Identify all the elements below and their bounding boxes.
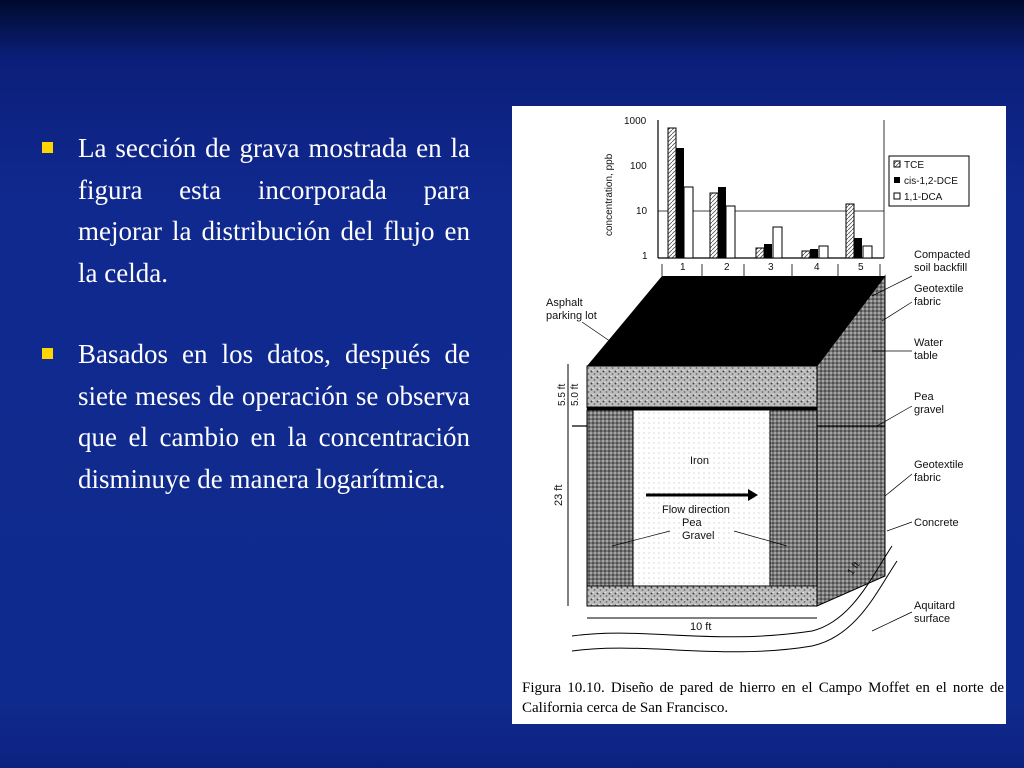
label-fabric-1: fabric — [914, 296, 941, 308]
label-fabric-2: fabric — [914, 472, 941, 484]
figure-panel — [512, 106, 1006, 724]
label-gravel: gravel — [914, 404, 944, 416]
bullet-text-1: La sección de grava mostrada en la figura esta incorporada para mejorar la distribución del flujo en la celda. — [78, 133, 470, 288]
bullet-text-2: Basados en los datos, después de siete meses de operación se observa que el cambio en la concentración disminuye de manera logarítmica. — [78, 339, 470, 494]
bar-g5-tce — [846, 204, 854, 258]
bar-g2-dca — [726, 206, 735, 258]
legend-dce: cis-1,2-DCE — [904, 176, 958, 187]
label-pea-inner: Pea — [682, 517, 702, 529]
label-asphalt: Asphalt — [546, 297, 583, 309]
legend-swatch-dce — [894, 177, 900, 183]
iron-wall-block — [546, 249, 970, 652]
label-aquitard: Aquitard — [914, 600, 955, 612]
category-4: 4 — [814, 262, 820, 273]
label-compacted: Compacted — [914, 249, 971, 261]
category-5: 5 — [858, 262, 864, 273]
bar-g2-tce — [710, 193, 718, 258]
bar-g3-dce — [764, 244, 772, 258]
dim-23ft: 23 ft — [553, 484, 565, 506]
legend-tce: TCE — [904, 160, 924, 171]
backfill-layer — [587, 366, 817, 408]
asphalt-leader — [582, 322, 617, 346]
label-soil-backfill: soil backfill — [914, 262, 968, 274]
label-pea: Pea — [914, 391, 934, 403]
dim-5-5ft: 5.5 ft — [557, 383, 568, 406]
label-table: table — [914, 350, 938, 362]
bar-g1-dce — [676, 148, 684, 258]
bar-g4-dce — [810, 249, 818, 258]
label-flow-direction: Flow direction — [662, 504, 730, 516]
ytick-1000: 1000 — [624, 116, 647, 127]
bar-g5-dca — [863, 246, 872, 258]
bar-g5-dce — [854, 238, 862, 258]
label-water: Water — [914, 337, 943, 349]
iron-wall-diagram — [512, 106, 1006, 676]
ytick-100: 100 — [630, 161, 647, 172]
bar-g3-dca — [773, 227, 782, 258]
label-geotextile-2: Geotextile — [914, 459, 964, 471]
chart-ylabel: concentration, ppb — [604, 153, 615, 236]
bar-g1-tce — [668, 128, 676, 258]
ytick-10: 10 — [636, 206, 648, 217]
bullet-item-1 — [42, 128, 470, 294]
bullet-square-icon — [42, 142, 53, 153]
pea-gravel-right — [770, 410, 817, 586]
figure-caption: Figura 10.10. Diseño de pared de hierro en el Campo Moffet en el norte de California cerca de San Francisco. — [522, 680, 1004, 716]
dim-10ft: 10 ft — [690, 621, 712, 633]
bullet-item-2 — [42, 334, 470, 500]
category-1: 1 — [680, 262, 686, 273]
concrete-base — [587, 586, 817, 606]
bar-g1-dca — [684, 187, 693, 258]
bullet-square-icon — [42, 348, 53, 359]
label-geotextile-1: Geotextile — [914, 283, 964, 295]
legend-dca: 1,1-DCA — [904, 192, 943, 203]
label-parking-lot: parking lot — [546, 310, 597, 322]
pea-gravel-left — [587, 410, 633, 586]
bar-g3-tce — [756, 248, 764, 258]
label-iron: Iron — [690, 455, 709, 467]
category-2: 2 — [724, 262, 730, 273]
bar-g4-dca — [819, 246, 828, 258]
bar-g4-tce — [802, 251, 810, 258]
category-3: 3 — [768, 262, 774, 273]
bar-g2-dce — [718, 187, 726, 258]
dim-1ft: 1 ft — [845, 560, 863, 578]
label-concrete: Concrete — [914, 517, 959, 529]
legend-swatch-tce — [894, 161, 900, 167]
dim-5-0ft: 5.0 ft — [570, 383, 581, 406]
bullet-list — [42, 128, 470, 540]
legend-swatch-dca — [894, 193, 900, 199]
label-surface: surface — [914, 613, 951, 625]
ytick-1: 1 — [642, 251, 648, 262]
label-gravel-inner: Gravel — [682, 530, 715, 542]
